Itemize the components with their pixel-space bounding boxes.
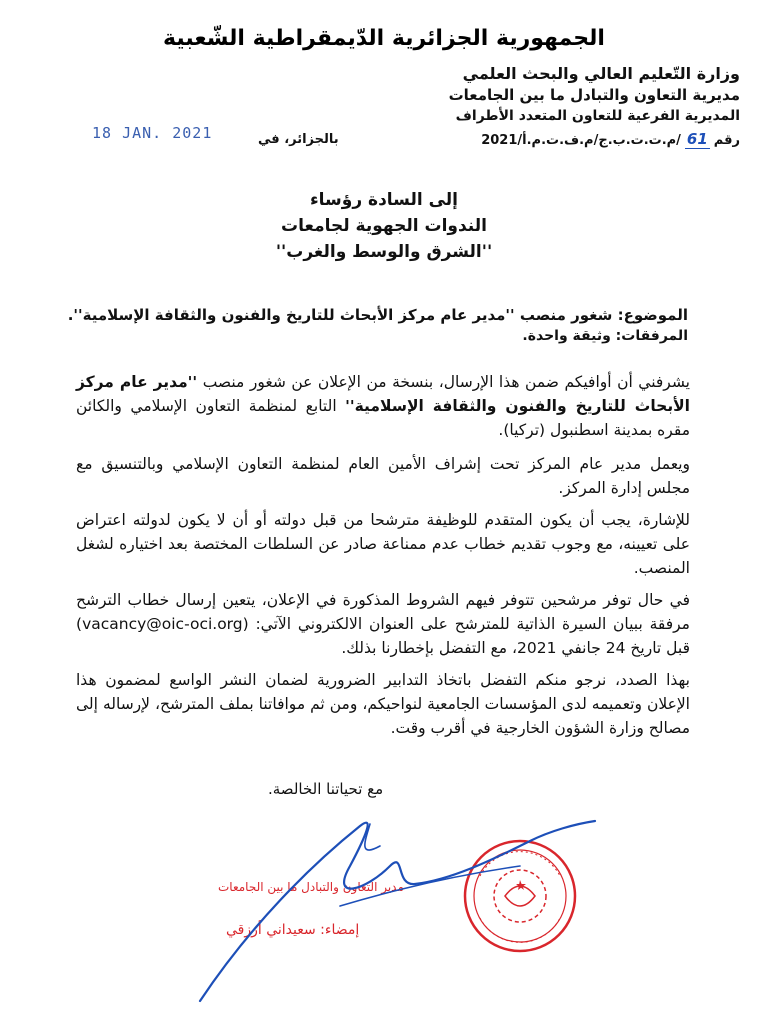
reference-prefix: رقم [713, 133, 740, 148]
addressee-line-2: الندوات الجهوية لجامعات [281, 216, 487, 236]
closing-line: مع تحياتنا الخالصة. [268, 780, 384, 798]
subject-line: الموضوع: شغور منصب ''مدير عام مركز الأبحاث للتاريخ والفنون والثقافة الإسلامية''. [67, 306, 688, 324]
body-paragraph-5: بهذا الصدد، نرجو منكم التفضل باتخاذ التدابير الضرورية لضمان النشر الواسع لمضمون هذا الإعلان وتعميمه لدى المؤسسات الجامعية لنواحيكم، ومن ثم موافاتنا بملف المترشح، لإرساله إلى مصالح وزارة الشؤون الخارجية في أقرب وقت. [76, 671, 690, 737]
reference-suffix: /م.ت.ت.ب.ج/م.ف.ت.م.أ/2021 [481, 133, 681, 148]
reference-line [481, 130, 740, 149]
p1-intro: يشرفني أن أوافيكم ضمن هذا الإرسال، بنسخة من الإعلان عن شغور منصب [202, 373, 690, 391]
attachments-line: المرفقات: وثيقة واحدة. [522, 328, 688, 344]
addressee-line-1: إلى السادة رؤساء [309, 190, 459, 210]
body-paragraph-4: في حال توفر مرشحين تتوفر فيهم الشروط المذكورة في الإعلان، يتعين إرسال خطاب الترشح مرفقة ببيان السيرة الذاتية للمترشح على العنوان الالكتروني الآتي: (vacancy@oic-oci.org) قبل تاريخ 24 جانفي 2021، مع التفضل بإخطارنا بذلك. [76, 591, 690, 657]
subdirection-name: المديرية الفرعية للتعاون المتعدد الأطراف [455, 108, 740, 124]
body-paragraph-3: للإشارة، يجب أن يكون المتقدم للوظيفة مترشحا من قبل دولته أو أن لا يكون لدولته اعتراض على تعيينه، مع وجوب تقديم خطاب عدم ممناعة صادر عن السلطات المختصة بعد اختياره لشغل المنصب. [76, 511, 690, 577]
place-label: بالجزائر، في [258, 132, 339, 147]
addressee-line-3: ''الشرق والوسط والغرب'' [275, 242, 493, 262]
republic-heading: الجمهورية الجزائرية الدّيمقراطية الشّعبية [163, 26, 605, 51]
signer-name-stamp: إمضاء: سعيداني أرزقي [226, 922, 360, 938]
handwritten-signature [190, 806, 610, 1006]
ministry-name: وزارة التّعليم العالي والبحث العلمي [462, 64, 740, 83]
signer-title-stamp: مدير التعاون والتبادل ما بين الجامعات [218, 880, 404, 894]
body-paragraph-1 [76, 370, 690, 442]
p1-position-title: ''مدير عام مركز الأبحاث للتاريخ والفنون والثقافة الإسلامية'' [76, 373, 690, 415]
direction-name: مديرية التعاون والتبادل ما بين الجامعات [448, 86, 740, 104]
date-stamp: 18 JAN. 2021 [92, 124, 213, 142]
body-paragraph-2: ويعمل مدير عام المركز تحت إشراف الأمين العام لمنظمة التعاون الإسلامي وبالتنسيق مع مجلس إدارة المركز. [76, 455, 690, 497]
reference-number: 61 [686, 130, 708, 148]
p1-rest: التابع لمنظمة التعاون الإسلامي والكائن مقره بمدينة اسطنبول (تركيا). [76, 397, 690, 439]
